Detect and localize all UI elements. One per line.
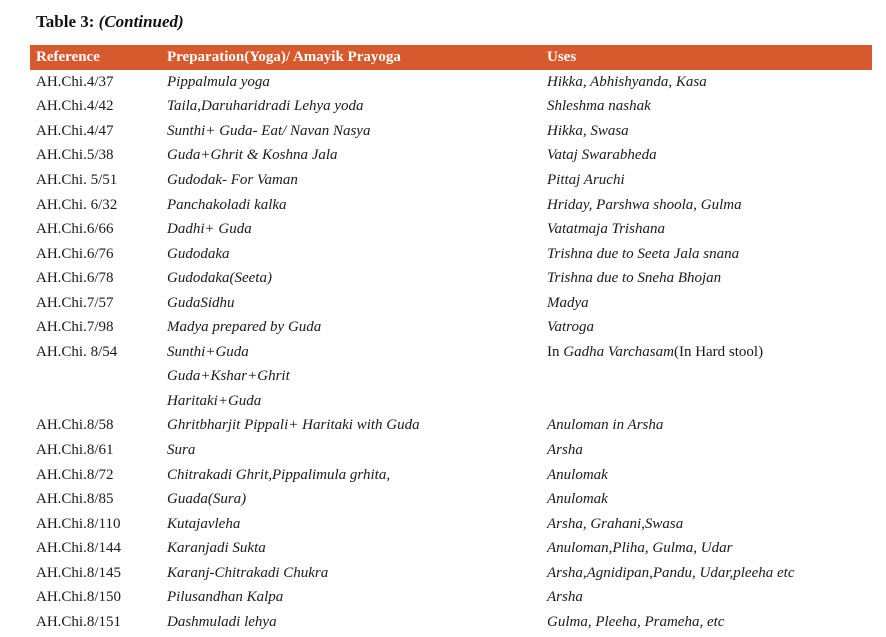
cell-uses: Vatroga xyxy=(547,319,594,336)
cell-preparation: Karanjadi Sukta xyxy=(167,540,266,557)
cell-preparation: Pilusandhan Kalpa xyxy=(167,589,284,606)
table-row xyxy=(30,389,872,414)
table-header xyxy=(30,45,872,70)
cell-preparation: Dadhi+ Guda xyxy=(167,221,252,238)
cell-preparation: Gudodaka(Seeta) xyxy=(167,270,272,287)
cell-uses: Arsha xyxy=(547,589,583,606)
cell-uses-main: Gadha Varchasam xyxy=(563,343,674,360)
cell-uses: Anulomak xyxy=(547,466,608,483)
cell-uses-prefix: In xyxy=(547,343,564,360)
table-row xyxy=(30,536,872,561)
table-row xyxy=(30,291,872,316)
table-row xyxy=(30,242,872,267)
table-row xyxy=(30,144,872,169)
cell-reference: AH.Chi. 6/32 xyxy=(36,196,118,213)
cell-uses: Anuloman,Pliha, Gulma, Udar xyxy=(547,540,733,557)
cell-reference: AH.Chi.8/61 xyxy=(36,441,114,458)
cell-reference: AH.Chi.5/38 xyxy=(36,147,114,164)
cell-uses-suffix: (In Hard stool) xyxy=(673,343,764,360)
table-row xyxy=(30,414,872,439)
table-caption xyxy=(36,12,184,32)
cell-uses: Hikka, Abhishyanda, Kasa xyxy=(547,73,707,90)
cell-uses: Trishna due to Seeta Jala snana xyxy=(547,245,740,262)
cell-reference: AH.Chi.8/110 xyxy=(36,515,121,532)
cell-reference: AH.Chi.6/76 xyxy=(36,245,114,262)
table-row xyxy=(30,315,872,340)
cell-uses: Shleshma nashak xyxy=(547,98,651,115)
header-reference: Reference xyxy=(36,49,100,65)
cell-uses: Trishna due to Sneha Bhojan xyxy=(547,270,722,287)
cell-reference: AH.Chi.8/150 xyxy=(36,589,122,606)
table-caption-continued: (Continued) xyxy=(98,12,184,31)
cell-reference: AH.Chi.8/85 xyxy=(36,491,114,508)
cell-preparation: Gudodaka xyxy=(167,245,230,262)
table-row xyxy=(30,438,872,463)
header-uses: Uses xyxy=(547,49,577,65)
cell-preparation: Kutajavleha xyxy=(167,515,241,532)
cell-reference: AH.Chi.4/37 xyxy=(36,73,114,90)
cell-preparation: Karanj-Chitrakadi Chukra xyxy=(167,564,329,581)
data-table xyxy=(30,45,872,635)
cell-reference: AH.Chi.7/98 xyxy=(36,319,114,336)
cell-reference: AH.Chi. 8/54 xyxy=(36,343,118,360)
cell-preparation: Sunthi+ Guda- Eat/ Navan Nasya xyxy=(167,122,371,139)
table-row xyxy=(30,266,872,291)
header-preparation: Preparation(Yoga)/ Amayik Prayoga xyxy=(167,49,401,65)
cell-reference: AH.Chi.6/66 xyxy=(36,221,114,238)
cell-uses xyxy=(547,344,872,361)
table-row xyxy=(30,561,872,586)
cell-reference: AH.Chi.8/58 xyxy=(36,417,114,434)
cell-preparation: Chitrakadi Ghrit,Pippalimula grhita, xyxy=(167,466,391,483)
cell-preparation: Gudodak- For Vaman xyxy=(167,171,298,188)
cell-uses: Arsha,Agnidipan,Pandu, Udar,pleeha etc xyxy=(547,564,795,581)
cell-reference: AH.Chi.4/47 xyxy=(36,122,114,139)
cell-reference: AH.Chi.7/57 xyxy=(36,294,114,311)
cell-preparation: Panchakoladi kalka xyxy=(167,196,287,213)
table-row xyxy=(30,193,872,218)
table-row xyxy=(30,487,872,512)
cell-preparation: Guda+Ghrit & Koshna Jala xyxy=(167,147,338,164)
cell-preparation: Madya prepared by Guda xyxy=(167,319,322,336)
cell-uses: Hikka, Swasa xyxy=(547,122,629,139)
table-body xyxy=(30,70,872,635)
table-row xyxy=(30,70,872,95)
cell-reference: AH.Chi.8/145 xyxy=(36,564,122,581)
table-row xyxy=(30,168,872,193)
cell-uses: Gulma, Pleeha, Prameha, etc xyxy=(547,613,725,630)
cell-uses: Arsha, Grahani,Swasa xyxy=(547,515,684,532)
table-row xyxy=(30,340,872,365)
table-row xyxy=(30,217,872,242)
cell-uses: Pittaj Aruchi xyxy=(547,171,625,188)
cell-uses: Vatatmaja Trishana xyxy=(547,221,665,238)
cell-reference: AH.Chi.8/144 xyxy=(36,540,122,557)
cell-uses: Hriday, Parshwa shoola, Gulma xyxy=(547,196,742,213)
table-row xyxy=(30,119,872,144)
cell-preparation: Haritaki+Guda xyxy=(167,392,262,409)
cell-preparation: Sura xyxy=(167,441,196,458)
cell-uses: Arsha xyxy=(547,441,583,458)
cell-preparation: Dashmuladi lehya xyxy=(167,613,277,630)
table-row xyxy=(30,463,872,488)
cell-preparation: Guda+Kshar+Ghrit xyxy=(167,368,290,385)
table-row xyxy=(30,585,872,610)
cell-uses: Anulomak xyxy=(547,491,608,508)
cell-reference: AH.Chi. 5/51 xyxy=(36,171,118,188)
cell-reference: AH.Chi.6/78 xyxy=(36,270,114,287)
cell-preparation: Sunthi+Guda xyxy=(167,343,249,360)
cell-preparation: Guada(Sura) xyxy=(167,491,247,508)
table-row xyxy=(30,95,872,120)
table-row xyxy=(30,610,872,635)
cell-uses: Anuloman in Arsha xyxy=(547,417,664,434)
cell-preparation: Ghritbharjit Pippali+ Haritaki with Guda xyxy=(167,417,420,434)
cell-reference: AH.Chi.4/42 xyxy=(36,98,114,115)
table-row xyxy=(30,512,872,537)
table-caption-label: Table 3: xyxy=(36,12,95,31)
cell-reference: AH.Chi.8/72 xyxy=(36,466,114,483)
cell-uses: Vataj Swarabheda xyxy=(547,147,657,164)
table-row xyxy=(30,365,872,390)
cell-preparation: GudaSidhu xyxy=(167,294,235,311)
cell-preparation: Pippalmula yoga xyxy=(167,73,270,90)
cell-reference: AH.Chi.8/151 xyxy=(36,613,122,630)
cell-preparation: Taila,Daruharidradi Lehya yoda xyxy=(167,98,364,115)
cell-uses: Madya xyxy=(547,294,589,311)
